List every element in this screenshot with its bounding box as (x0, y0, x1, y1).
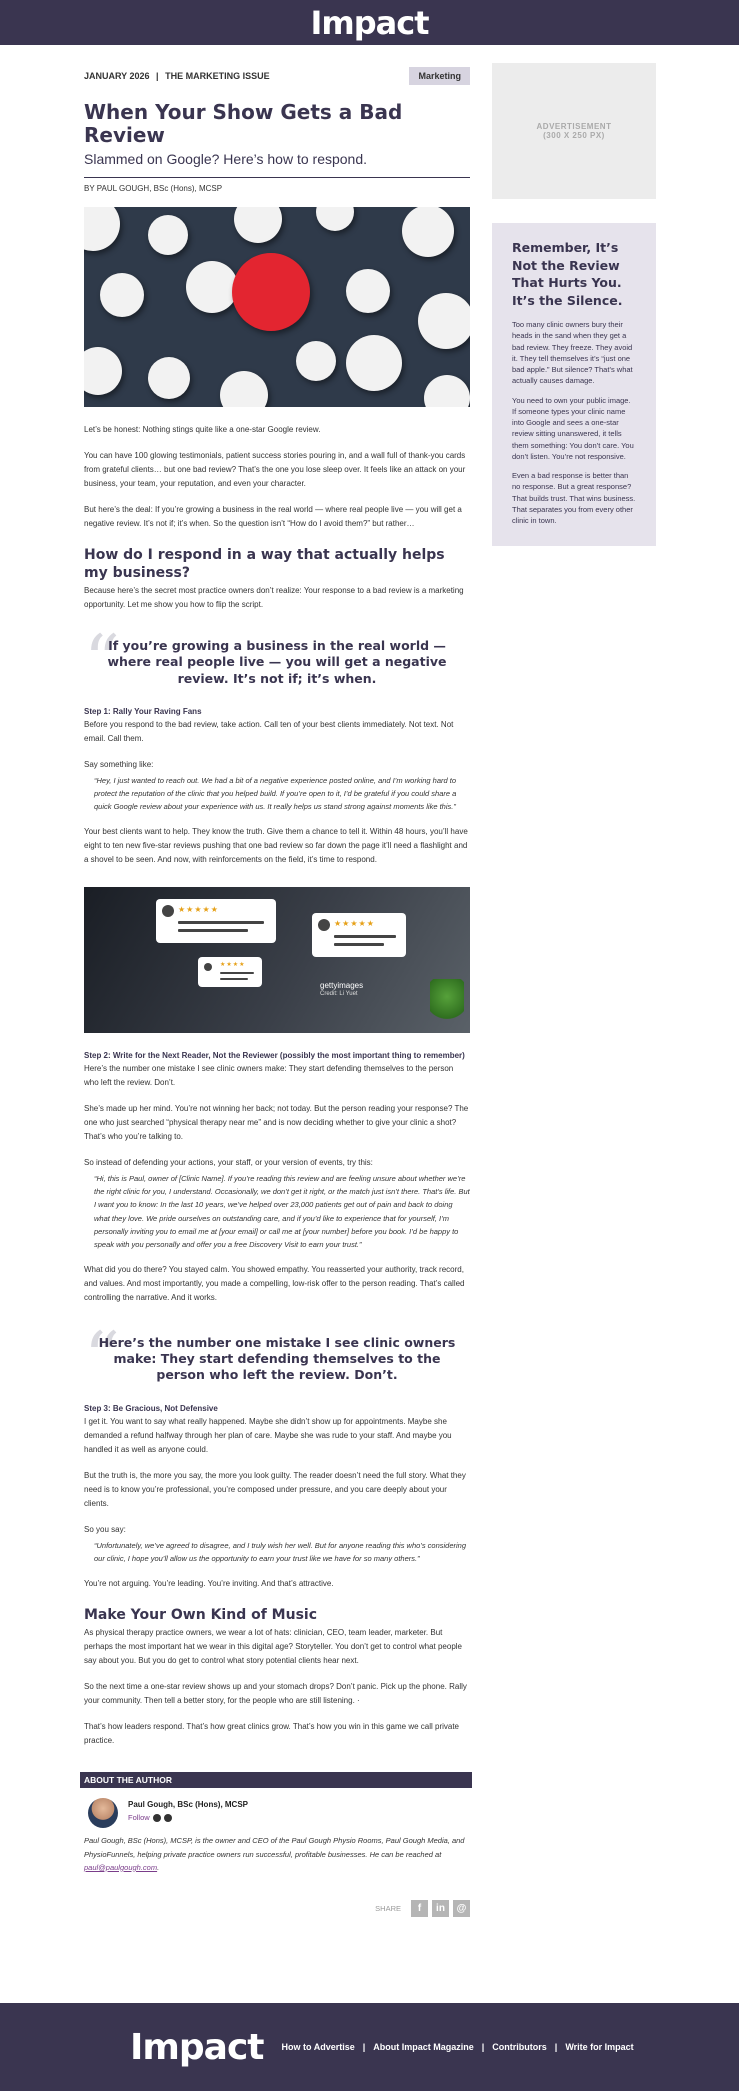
promo-title: Remember, It’s Not the Review That Hurts You. It’s the Silence. (512, 240, 623, 308)
red-speech-bubble (232, 253, 310, 331)
paragraph: You’re not arguing. You’re leading. You’re inviting. And that’s attractive. (84, 1578, 334, 1588)
author-follow (128, 1813, 248, 1822)
paragraph: Because here’s the secret most practice owners don’t realize: Your response to a bad review is a marketing opportunity. Let me show you how to flip the script. (84, 586, 464, 609)
sidebar (492, 63, 656, 1917)
paragraph: As physical therapy practice owners, we wear a lot of hats: clinician, CEO, team leader, marketer. But perhaps the most important hat we wear in this digital age? Storyteller. You don’t get to control what people say about you. But you do get to control what story potential clients hear next. (84, 1628, 463, 1666)
paragraph: She’s made up her mind. You’re not winning her back; not today. But the person reading your response? The one who just searched “physical therapy near me” and is now deciding whether to give your clinic a shot? That’s who you’re talking to. (84, 1104, 469, 1142)
linkedin-share-icon[interactable]: in (432, 1900, 449, 1917)
promo-paragraph: Too many clinic owners bury their heads in the sand when they get a bad review. They freeze. They avoid it. They tell themselves it’s “just one bad apple.” But silence? That’s what actually causes damage. (512, 320, 633, 386)
meta-divider: | (156, 71, 159, 81)
site-footer (0, 2003, 739, 2091)
author-info (128, 1798, 248, 1828)
paragraph: I get it. You want to say what really happened. Maybe she didn’t show up for appointments. Maybe she demanded a refund halfway through her plan of care. Maybe she was rude to your staff. And maybe you handled it as well as anyone could. (84, 1416, 452, 1454)
paragraph: But here’s the deal: If you’re growing a business in the real world — where real people live — you will get a negative review. It’s not if; it’s when. So the question isn’t “How do I avoid them?” but rather… (84, 505, 462, 528)
photo-credit-detail: Credit: Li Yuet (320, 991, 358, 998)
footer-separator: | (554, 2042, 558, 2052)
sidebar-promo (492, 223, 656, 546)
footer-separator: | (481, 2042, 485, 2052)
author-name: Paul Gough, BSc (Hons), MCSP (128, 1800, 249, 1810)
facebook-share-icon[interactable]: f (411, 1900, 428, 1917)
category-tag[interactable]: Marketing (409, 67, 470, 85)
paragraph: What did you do there? You stayed calm. You showed empathy. You reasserted your authority, track record, and values. And most importantly, you made a compelling, low-risk offer to the person reading. That’s called controlling the narrative. And it works. (84, 1264, 465, 1302)
advertisement-slot[interactable] (492, 63, 656, 199)
follow-label: Follow (128, 1813, 150, 1823)
author-bio (84, 1834, 470, 1873)
top-header (0, 0, 739, 45)
paragraph: So instead of defending your actions, your staff, or your version of events, try this: (84, 1158, 373, 1168)
author-email-link[interactable]: paul@paulgough.com (84, 1862, 158, 1872)
star-rating-icon: ★★★★ (220, 962, 246, 969)
reviews-photo (84, 887, 470, 1033)
paragraph: Say something like: (84, 759, 154, 769)
footer-links (282, 2042, 634, 2052)
share-label: SHARE (375, 1903, 401, 1913)
hero-image (84, 207, 470, 407)
about-author-heading: ABOUT THE AUTHOR (80, 1772, 472, 1788)
pull-quote (84, 620, 470, 702)
linkedin-icon[interactable] (164, 1814, 172, 1822)
site-logo[interactable]: Impact (310, 3, 429, 42)
article-byline: BY PAUL GOUGH, BSc (Hons), MCSP (84, 177, 470, 193)
issue-date: JANUARY 2026 (84, 71, 150, 81)
paragraph: That’s how leaders respond. That’s how great clinics grow. That’s how you win in this game we call private practice. (84, 1722, 460, 1746)
share-bar (84, 1900, 470, 1917)
pull-quote-text: If you’re growing a business in the real world — where real people live — you will get a negative review. It’s not if; it’s when. (107, 638, 447, 686)
pull-quote (84, 1316, 470, 1399)
quote-mark-icon: “ (84, 1316, 120, 1399)
paragraph: So you say: (84, 1524, 126, 1534)
article-title: When Your Show Gets a Bad Review (84, 100, 403, 147)
promo-paragraph: You need to own your public image. If someone types your clinic name into Google and sees a one-star review sitting unanswered, it tells them something: You don’t care. You don’t listen. You’re not responsive. (512, 395, 634, 461)
paragraph: But the truth is, the more you say, the more you look guilty. The reader doesn’t need the full story. What they need is to know you’re professional, you’re composed under pressure, and you care deeply about your clients. (84, 1470, 466, 1508)
author-bio-end: . (157, 1862, 160, 1872)
ad-label: ADVERTISEMENT (536, 122, 612, 131)
issue-info (84, 71, 270, 81)
paragraph: Here’s the number one mistake I see clinic owners make: They start defending themselves to the person who left the review. Don’t. (84, 1064, 454, 1088)
pull-quote-text: Here’s the number one mistake I see clinic owners make: They start defending themselves to the person who left the review. Don’t. (98, 1334, 456, 1383)
author-box (84, 1798, 470, 1828)
section-heading: Make Your Own Kind of Music (84, 1606, 317, 1623)
footer-link-advertise[interactable]: How to Advertise (281, 2042, 355, 2052)
paragraph: Before you respond to the bad review, take action. Call ten of your best clients immediately. Not text. Not email. Call them. (84, 719, 454, 743)
article-main (84, 63, 470, 1917)
footer-link-contributors[interactable]: Contributors (492, 2042, 547, 2052)
script-quote: “Hi, this is Paul, owner of [Clinic Name]. If you’re reading this review and are feeling unsure about whether we’re the right clinic for you, I understand. Occasionally, we don’t get it right, or the match just isn’t there. That’s life. But I want you to know: In the last 10 years, we’ve helped over 23,000 patients get out of pain and back to doing what they love. We pride ourselves on outstanding care, and if you’d like to experience that for yourself, I’m personally inviting you to email me at [your email] or call me at [your number] before you book. I’d be happy to speak with you personally and offer you a free Discovery Visit to earn your trust.” (94, 1174, 470, 1249)
plant-image (430, 979, 464, 1023)
photo-credit: gettyimages (320, 981, 364, 991)
promo-paragraph: Even a bad response is better than no response. But a great response? That builds trust. That wins business. That separates you from every other clinic in town. (512, 471, 636, 525)
star-rating-icon: ★★★★★ (178, 905, 219, 915)
issue-name: THE MARKETING ISSUE (165, 71, 270, 81)
star-rating-icon: ★★★★★ (334, 919, 375, 929)
author-bio-text: Paul Gough, BSc (Hons), MCSP, is the owner and CEO of the Paul Gough Physio Rooms, Paul Gough Media, and PhysioFunnels, helping private practice owners run successful, profitable businesses. He can be reached at (84, 1836, 465, 1859)
script-quote: “Hey, I just wanted to reach out. We had a bit of a negative experience posted online, and I’m working hard to protect the reputation of the clinic that you helped build. If you’re open to it, I’d be grateful if you could share a quick Google review about your experience with us. It really helps us stand strong against moments like this.” (94, 775, 457, 811)
paragraph: So the next time a one-star review shows up and your stomach drops? Don’t panic. Pick up the phone. Rally your community. Then tell a better story, for the people who are still listening. · (84, 1682, 467, 1706)
email-share-icon[interactable]: @ (453, 1900, 470, 1917)
step-heading: Step 1: Rally Your Raving Fans (84, 706, 202, 716)
footer-separator: | (362, 2042, 366, 2052)
ad-size: (300 X 250 PX) (543, 131, 605, 140)
paragraph: Let’s be honest: Nothing stings quite like a one-star Google review. (84, 425, 321, 434)
quote-mark-icon: “ (84, 620, 120, 702)
script-quote: “Unfortunately, we’ve agreed to disagree, and I truly wish her well. But for anyone reading this who’s considering our clinic, I hope you’ll allow us the opportunity to earn your trust like we have for so many others.” (94, 1540, 467, 1563)
footer-link-write[interactable]: Write for Impact (565, 2042, 634, 2052)
step-heading: Step 2: Write for the Next Reader, Not the Reviewer (possibly the most important thing to remember) (84, 1051, 465, 1061)
paragraph: You can have 100 glowing testimonials, patient success stories pouring in, and a wall full of thank-you cards from grateful clients… but one bad review? That’s the one you lose sleep over. It feels like an attack on your business, your team, your reputation, and even your character. (84, 451, 466, 488)
section-heading: How do I respond in a way that actually helps my business? (84, 547, 445, 581)
step-heading: Step 3: Be Gracious, Not Defensive (84, 1403, 218, 1413)
paragraph: Your best clients want to help. They know the truth. Give them a chance to tell it. Within 48 hours, you’ll have eight to ten new five-star reviews pushing that one bad review so far down the page it’ll need a flashlight and a shovel to be seen. And now, with reinforcements on the field, it’s time to respond. (84, 827, 468, 865)
author-avatar (88, 1798, 118, 1828)
article-subtitle: Slammed on Google? Here’s how to respond. (84, 151, 368, 167)
facebook-icon[interactable] (153, 1814, 161, 1822)
footer-link-about[interactable]: About Impact Magazine (373, 2042, 474, 2052)
article-meta (84, 67, 470, 85)
content-wrap (0, 45, 739, 1917)
footer-logo[interactable]: Impact (130, 2026, 264, 2068)
